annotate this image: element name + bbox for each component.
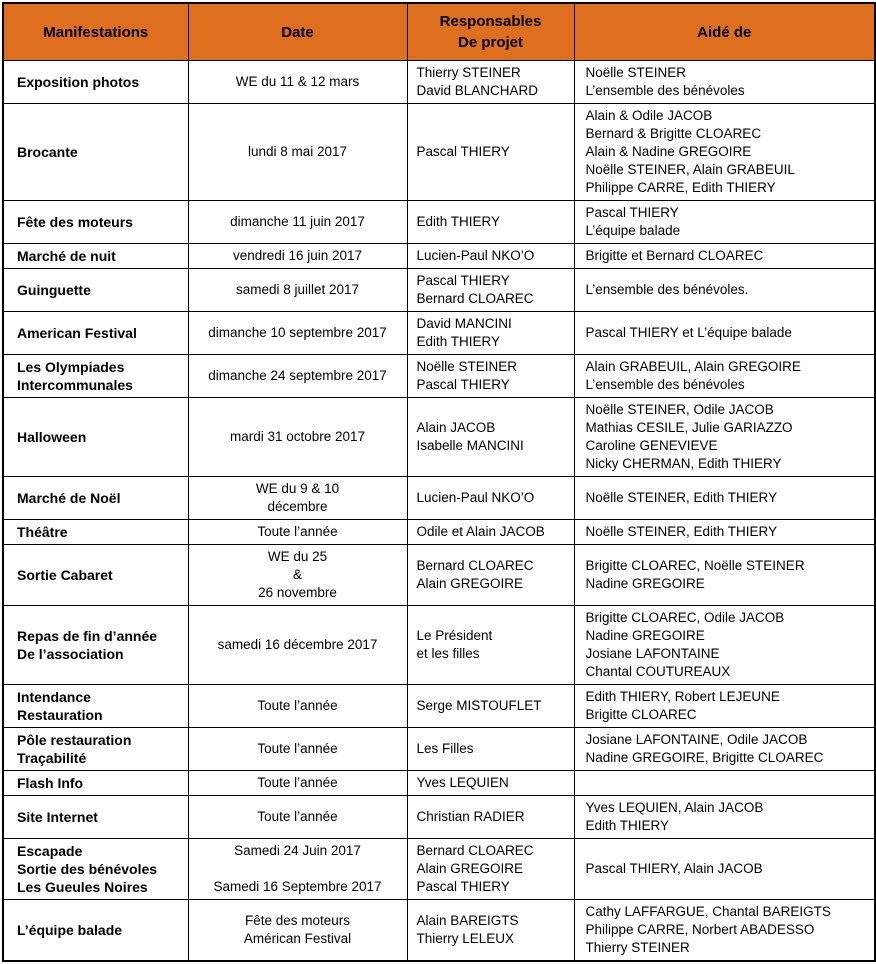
cell-text-line: dimanche 10 septembre 2017 <box>208 325 387 340</box>
aide-cell <box>574 771 875 796</box>
cell-text-line: Edith THIERY <box>416 334 501 349</box>
cell-text-line: Thierry LELEUX <box>416 931 515 946</box>
cell-text-line <box>195 860 401 878</box>
column-header-aide <box>574 3 875 61</box>
aide-cell <box>574 398 875 477</box>
cell-text-line: Sortie Cabaret <box>17 567 113 583</box>
cell-text-line: Christian RADIER <box>416 809 525 824</box>
cell-text-line: Pascal THIERY <box>416 144 510 159</box>
manifestation-cell <box>3 839 188 900</box>
cell-text-line: Site Internet <box>17 809 98 825</box>
table-row <box>3 477 875 520</box>
date-cell <box>188 728 407 771</box>
cell-text-line: Bernard CLOAREC <box>416 843 534 858</box>
cell-text-line: Thierry STEINER <box>416 65 521 80</box>
table-row <box>3 269 875 312</box>
manifestation-cell <box>3 900 188 962</box>
cell-text-line: Pôle restauration <box>17 732 132 748</box>
manifestation-cell <box>3 355 188 398</box>
responsables-cell <box>407 244 574 269</box>
cell-text-line: Américan Festival <box>243 931 352 946</box>
cell-text-line: Le Président <box>416 628 493 643</box>
cell-text-line: Toute l’année <box>257 741 338 756</box>
manifestation-cell <box>3 685 188 728</box>
cell-text-line: Bernard CLOAREC <box>416 558 534 573</box>
table-row <box>3 104 875 201</box>
date-cell <box>188 839 407 900</box>
date-cell <box>188 477 407 520</box>
table-row <box>3 398 875 477</box>
table-row <box>3 244 875 269</box>
aide-cell <box>574 796 875 839</box>
aide-cell <box>574 61 875 104</box>
cell-text-line: Pascal THIERY et L’équipe balade <box>585 325 792 340</box>
cell-text-line: Edith THIERY <box>585 818 670 833</box>
date-cell <box>188 398 407 477</box>
cell-text-line: L’ensemble des bénévoles <box>585 377 745 392</box>
cell-text-line: Noëlle STEINER, Odile JACOB <box>585 402 774 417</box>
cell-text-line: Nadine GREGOIRE <box>585 628 705 643</box>
header-label-line: Date <box>281 23 314 41</box>
cell-text-line: Philippe CARRE, Norbert ABADESSO <box>585 922 815 937</box>
column-header-manifestation <box>3 3 188 61</box>
responsables-cell <box>407 520 574 545</box>
header-label-line: De projet <box>457 34 523 51</box>
responsables-cell <box>407 201 574 244</box>
date-cell <box>188 796 407 839</box>
cell-text-line: De l’association <box>17 646 124 662</box>
date-cell <box>188 520 407 545</box>
cell-text-line: Noëlle STEINER, Edith THIERY <box>585 524 778 539</box>
cell-text-line: Cathy LAFFARGUE, Chantal BAREIGTS <box>585 904 831 919</box>
cell-text-line: Alain GREGOIRE <box>416 861 524 876</box>
date-cell <box>188 61 407 104</box>
cell-text-line: décembre <box>267 499 328 514</box>
header-label-line: Responsables <box>439 13 542 30</box>
cell-text-line: Repas de fin d’année <box>17 628 158 644</box>
aide-cell <box>574 104 875 201</box>
aide-cell <box>574 201 875 244</box>
cell-text-line: Nadine GREGOIRE, Brigitte CLOAREC <box>585 750 824 765</box>
cell-text-line: Bernard CLOAREC <box>416 291 534 306</box>
responsables-cell <box>407 355 574 398</box>
responsables-cell <box>407 545 574 606</box>
cell-text-line: L’ensemble des bénévoles <box>585 83 745 98</box>
cell-text-line: Toute l’année <box>257 775 338 790</box>
cell-text-line: Fête des moteurs <box>244 913 351 928</box>
cell-text-line: Toute l’année <box>257 698 338 713</box>
cell-text-line: Nadine GREGOIRE <box>585 576 705 591</box>
cell-text-line: Sortie des bénévoles <box>17 861 158 877</box>
table-row <box>3 728 875 771</box>
cell-text-line: Yves LEQUIEN, Alain JACOB <box>585 800 764 815</box>
responsables-cell <box>407 477 574 520</box>
aide-cell <box>574 269 875 312</box>
cell-text-line: Flash Info <box>17 775 84 791</box>
cell-text-line: Caroline GENEVIEVE <box>585 438 718 453</box>
cell-text-line: Edith THIERY <box>416 214 501 229</box>
table-body <box>3 61 875 962</box>
header-row <box>3 3 875 61</box>
cell-text-line: David BLANCHARD <box>416 83 539 98</box>
table-row <box>3 355 875 398</box>
responsables-cell <box>407 312 574 355</box>
cell-text-line: & <box>292 567 302 582</box>
cell-text-line: L’équipe balade <box>585 223 681 238</box>
responsables-cell <box>407 398 574 477</box>
table-row <box>3 685 875 728</box>
cell-text-line: Mathias CESILE, Julie GARIAZZO <box>585 420 793 435</box>
table-row <box>3 839 875 900</box>
cell-text-line: WE du 9 & 10 <box>255 481 340 496</box>
manifestation-cell <box>3 312 188 355</box>
aide-cell <box>574 312 875 355</box>
cell-text-line: WE du 11 & 12 mars <box>235 74 360 89</box>
cell-text-line: Les Gueules Noires <box>17 879 148 895</box>
cell-text-line: Noëlle STEINER, Edith THIERY <box>585 490 778 505</box>
responsables-cell <box>407 796 574 839</box>
cell-text-line: L’ensemble des bénévoles. <box>585 282 749 297</box>
cell-text-line: Alain & Nadine GREGOIRE <box>585 144 752 159</box>
cell-text-line: Pascal THIERY <box>416 879 510 894</box>
date-cell <box>188 104 407 201</box>
cell-text-line: Alain JACOB <box>416 420 496 435</box>
cell-text-line: L’équipe balade <box>17 922 123 938</box>
date-cell <box>188 312 407 355</box>
date-cell <box>188 900 407 962</box>
aide-cell <box>574 685 875 728</box>
cell-text-line: Odile et Alain JACOB <box>416 524 545 539</box>
cell-text-line: Chantal COUTUREAUX <box>585 664 731 679</box>
cell-text-line: Pascal THIERY <box>416 377 510 392</box>
aide-cell <box>574 520 875 545</box>
cell-text-line: Lucien-Paul NKO’O <box>416 490 535 505</box>
cell-text-line: Traçabilité <box>17 750 87 766</box>
cell-text-line: Marché de Noël <box>17 490 121 506</box>
cell-text-line: Brigitte CLOAREC, Odile JACOB <box>585 610 785 625</box>
table-row <box>3 900 875 962</box>
cell-text-line: Les Olympiades <box>17 359 125 375</box>
table-row <box>3 796 875 839</box>
cell-text-line: vendredi 16 juin 2017 <box>232 248 363 263</box>
manifestation-cell <box>3 771 188 796</box>
cell-text-line: Escapade <box>17 843 83 859</box>
table-row <box>3 520 875 545</box>
column-header-responsables <box>407 3 574 61</box>
manifestation-cell <box>3 104 188 201</box>
cell-text-line: Serge MISTOUFLET <box>416 698 542 713</box>
aide-cell <box>574 477 875 520</box>
date-cell <box>188 685 407 728</box>
manifestation-cell <box>3 398 188 477</box>
cell-text-line: Guinguette <box>17 282 91 298</box>
cell-text-line: Toute l’année <box>257 809 338 824</box>
responsables-cell <box>407 900 574 962</box>
date-cell <box>188 771 407 796</box>
cell-text-line: Josiane LAFONTAINE <box>585 646 720 661</box>
cell-text-line: Thierry STEINER <box>585 940 690 955</box>
date-cell <box>188 545 407 606</box>
responsables-cell <box>407 685 574 728</box>
table-row <box>3 545 875 606</box>
cell-text-line: Brocante <box>17 144 78 160</box>
aide-cell <box>574 839 875 900</box>
manifestation-cell <box>3 201 188 244</box>
responsables-cell <box>407 839 574 900</box>
cell-text-line: Intendance <box>17 689 91 705</box>
responsables-cell <box>407 104 574 201</box>
aide-cell <box>574 728 875 771</box>
table-header <box>3 3 875 61</box>
manifestation-cell <box>3 520 188 545</box>
cell-text-line: Halloween <box>17 429 87 445</box>
aide-cell <box>574 900 875 962</box>
cell-text-line: Bernard & Brigitte CLOAREC <box>585 126 762 141</box>
manifestation-cell <box>3 477 188 520</box>
cell-text-line: Noëlle STEINER <box>416 359 518 374</box>
aide-cell <box>574 545 875 606</box>
header-label-line: Aidé de <box>697 23 752 41</box>
column-header-date <box>188 3 407 61</box>
cell-text-line: Samedi 16 Septembre 2017 <box>213 879 382 894</box>
cell-text-line: Marché de nuit <box>17 248 116 264</box>
cell-text-line: David MANCINI <box>416 316 512 331</box>
events-planning-table <box>2 2 876 962</box>
cell-text-line: Alain GRABEUIL, Alain GREGOIRE <box>585 359 801 374</box>
responsables-cell <box>407 728 574 771</box>
cell-text-line: Alain & Odile JACOB <box>585 108 713 123</box>
date-cell <box>188 269 407 312</box>
responsables-cell <box>407 771 574 796</box>
cell-text-line: Brigitte et Bernard CLOAREC <box>585 248 764 263</box>
table-row <box>3 312 875 355</box>
cell-text-line: lundi 8 mai 2017 <box>247 144 348 159</box>
cell-text-line: Pascal THIERY <box>585 205 679 220</box>
manifestation-cell <box>3 269 188 312</box>
manifestation-cell <box>3 61 188 104</box>
cell-text-line: samedi 8 juillet 2017 <box>235 282 360 297</box>
cell-text-line: Nicky CHERMAN, Edith THIERY <box>585 456 782 471</box>
manifestation-cell <box>3 796 188 839</box>
manifestation-cell <box>3 244 188 269</box>
cell-text-line: Josiane LAFONTAINE, Odile JACOB <box>585 732 808 747</box>
responsables-cell <box>407 61 574 104</box>
table-row <box>3 606 875 685</box>
cell-text-line: WE du 25 <box>267 549 328 564</box>
cell-text-line: Intercommunales <box>17 377 133 393</box>
cell-text-line: Théâtre <box>17 524 68 540</box>
manifestation-cell <box>3 728 188 771</box>
cell-text-line: Brigitte CLOAREC <box>585 707 697 722</box>
cell-text-line: Les Filles <box>416 741 474 756</box>
table-row <box>3 201 875 244</box>
header-label-line: Manifestations <box>43 23 149 41</box>
cell-text-line: 26 novembre <box>258 585 337 600</box>
cell-text-line: Alain BAREIGTS <box>416 913 519 928</box>
cell-text-line: Restauration <box>17 707 103 723</box>
manifestation-cell <box>3 606 188 685</box>
cell-text-line: Brigitte CLOAREC, Noëlle STEINER <box>585 558 805 573</box>
aide-cell <box>574 244 875 269</box>
date-cell <box>188 201 407 244</box>
cell-text-line: Isabelle MANCINI <box>416 438 524 453</box>
cell-text-line: mardi 31 octobre 2017 <box>229 429 366 444</box>
date-cell <box>188 244 407 269</box>
cell-text-line: et les filles <box>416 646 480 661</box>
aide-cell <box>574 606 875 685</box>
manifestation-cell <box>3 545 188 606</box>
table-row <box>3 771 875 796</box>
cell-text-line: Philippe CARRE, Edith THIERY <box>585 180 776 195</box>
date-cell <box>188 606 407 685</box>
cell-text-line: Edith THIERY, Robert LEJEUNE <box>585 689 780 704</box>
cell-text-line: Alain GREGOIRE <box>416 576 524 591</box>
cell-text-line: dimanche 24 septembre 2017 <box>208 368 387 383</box>
responsables-cell <box>407 606 574 685</box>
cell-text-line: Exposition photos <box>17 74 140 90</box>
cell-text-line: samedi 16 décembre 2017 <box>217 637 378 652</box>
cell-text-line: Fête des moteurs <box>17 214 133 230</box>
cell-text-line: Pascal THIERY, Alain JACOB <box>585 861 763 876</box>
cell-text-line: Yves LEQUIEN <box>416 775 509 790</box>
cell-text-line: Toute l’année <box>257 524 338 539</box>
aide-cell <box>574 355 875 398</box>
cell-text-line: Lucien-Paul NKO’O <box>416 248 535 263</box>
responsables-cell <box>407 269 574 312</box>
date-cell <box>188 355 407 398</box>
cell-text-line: Noëlle STEINER <box>585 65 687 80</box>
cell-text-line: Samedi 24 Juin 2017 <box>234 843 361 858</box>
cell-text-line: Noëlle STEINER, Alain GRABEUIL <box>585 162 795 177</box>
cell-text-line: dimanche 11 juin 2017 <box>230 214 365 229</box>
cell-text-line: American Festival <box>17 325 137 341</box>
table-row <box>3 61 875 104</box>
cell-text-line: Pascal THIERY <box>416 273 510 288</box>
